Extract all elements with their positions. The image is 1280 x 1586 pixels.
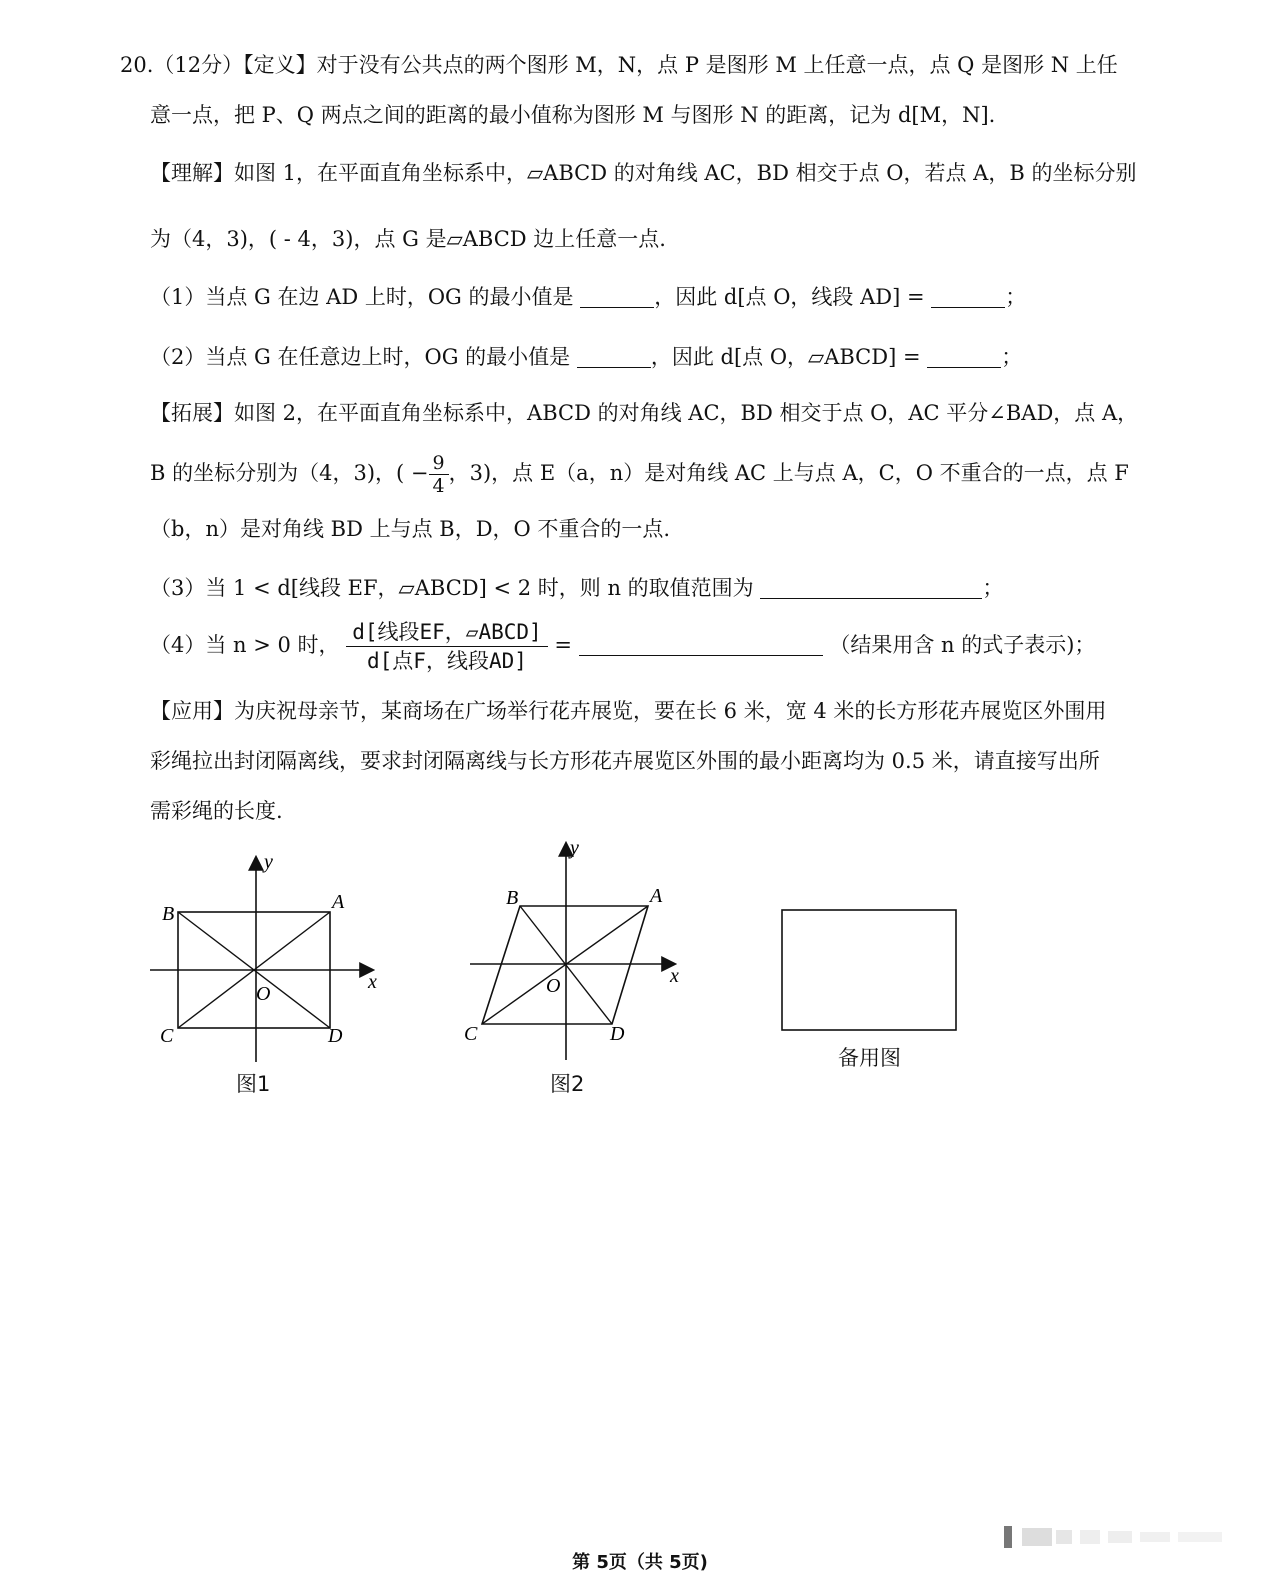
question-1 bbox=[150, 282, 1026, 312]
fraction-9-4 bbox=[429, 452, 449, 497]
q4-end: （结果用含 n 的式子表示)； bbox=[829, 633, 1096, 657]
problem-line-14: 需彩绳的长度. bbox=[150, 799, 283, 823]
problem-line-2: 意一点，把 P、Q 两点之间的距离的最小值称为图形 M 与图形 N 的距离，记为 d[M，N]. bbox=[150, 103, 996, 127]
fraction-numerator: 9 bbox=[429, 452, 449, 475]
fraction-denominator: 4 bbox=[432, 475, 445, 497]
q3-blank[interactable] bbox=[760, 576, 982, 599]
q1-blank-2[interactable] bbox=[931, 285, 1005, 308]
figure-1 bbox=[140, 840, 400, 1080]
fig1-label-x: x bbox=[368, 971, 377, 993]
problem-line-9: （b，n）是对角线 BD 上与点 B，D，O 不重合的一点. bbox=[150, 517, 671, 541]
q3-text: （3）当 1 < d[线段 EF，▱ABCD] < 2 时，则 n 的取值范围为 bbox=[150, 576, 754, 600]
spare-rectangle bbox=[782, 910, 956, 1030]
fig1-label-o: O bbox=[256, 983, 271, 1005]
problem-line-7: 【拓展】如图 2，在平面直角坐标系中，ABCD 的对角线 AC，BD 相交于点 O，AC 平分∠BAD，点 A， bbox=[150, 401, 1139, 425]
q1-end: ； bbox=[1005, 285, 1027, 309]
spare-figure bbox=[780, 908, 960, 1034]
problem-line-13: 彩绳拉出封闭隔离线，要求封闭隔离线与长方形花卉展览区外围的最小距离均为 0.5 米，请直接写出所 bbox=[150, 749, 1100, 773]
q4-equals: = bbox=[554, 633, 572, 657]
page-footer: 第 5页（共 5页) bbox=[572, 1552, 708, 1573]
q2-text-b: ，因此 d[点 O，▱ABCD] = bbox=[650, 345, 921, 369]
q2-blank-2[interactable] bbox=[927, 345, 1001, 368]
fig2-label-o: O bbox=[546, 975, 561, 997]
fig2-label-d: D bbox=[610, 1023, 625, 1045]
line8-text-b: ，3)，点 E（a，n）是对角线 AC 上与点 A，C，O 不重合的一点，点 F bbox=[448, 461, 1129, 485]
question-4 bbox=[150, 618, 1095, 675]
fraction-sign: − bbox=[410, 461, 429, 485]
fig1-label-a: A bbox=[332, 891, 345, 913]
q2-text-a: （2）当点 G 在任意边上时，OG 的最小值是 bbox=[150, 345, 571, 369]
fig2-caption: 图2 bbox=[550, 1072, 585, 1096]
question-2 bbox=[150, 342, 1022, 372]
problem-line-4: 为（4，3)，( - 4，3)，点 G 是▱ABCD 边上任意一点. bbox=[150, 227, 666, 251]
fig1-label-d: D bbox=[328, 1025, 343, 1047]
q1-text-a: （1）当点 G 在边 AD 上时，OG 的最小值是 bbox=[150, 285, 574, 309]
fig1-label-b: B bbox=[162, 903, 175, 925]
fig1-caption: 图1 bbox=[236, 1072, 271, 1096]
fig2-label-x: x bbox=[670, 965, 679, 987]
fig1-label-c: C bbox=[160, 1025, 174, 1047]
q2-blank-1[interactable] bbox=[577, 345, 651, 368]
fig2-label-b: B bbox=[506, 887, 519, 909]
problem-line-12: 【应用】为庆祝母亲节，某商场在广场举行花卉展览，要在长 6 米，宽 4 米的长方形花卉展览区外围用 bbox=[150, 699, 1107, 723]
q1-text-b: ，因此 d[点 O，线段 AD] = bbox=[654, 285, 925, 309]
spare-figure-caption: 备用图 bbox=[838, 1046, 901, 1070]
q2-end: ； bbox=[1001, 345, 1023, 369]
problem-line-1: 20.（12分）【定义】对于没有公共点的两个图形 M，N，点 P 是图形 M 上任意一点，点 Q 是图形 N 上任 bbox=[120, 53, 1118, 77]
figure-2 bbox=[460, 832, 700, 1072]
q3-end: ； bbox=[982, 576, 1004, 600]
question-3 bbox=[150, 573, 1003, 603]
q4-fraction-denominator: d[点F，线段AD] bbox=[367, 649, 527, 673]
problem-line-3: 【理解】如图 1，在平面直角坐标系中，▱ABCD 的对角线 AC，BD 相交于点 O，若点 A，B 的坐标分别 bbox=[150, 161, 1137, 185]
problem-line-8 bbox=[150, 452, 1129, 497]
q4-blank[interactable] bbox=[579, 633, 823, 656]
fig2-label-y: y bbox=[570, 837, 579, 859]
q4-text: （4）当 n > 0 时， bbox=[150, 633, 340, 657]
fig2-label-c: C bbox=[464, 1023, 478, 1045]
fig2-diagonal-ac bbox=[482, 906, 648, 1024]
q4-fraction bbox=[346, 618, 547, 675]
q1-blank-1[interactable] bbox=[580, 285, 654, 308]
fig2-label-a: A bbox=[650, 885, 663, 907]
fig1-label-y: y bbox=[264, 851, 273, 873]
q4-fraction-numerator: d[线段EF，▱ABCD] bbox=[346, 618, 547, 647]
line8-text-a: B 的坐标分别为（4，3)，( bbox=[150, 461, 405, 485]
